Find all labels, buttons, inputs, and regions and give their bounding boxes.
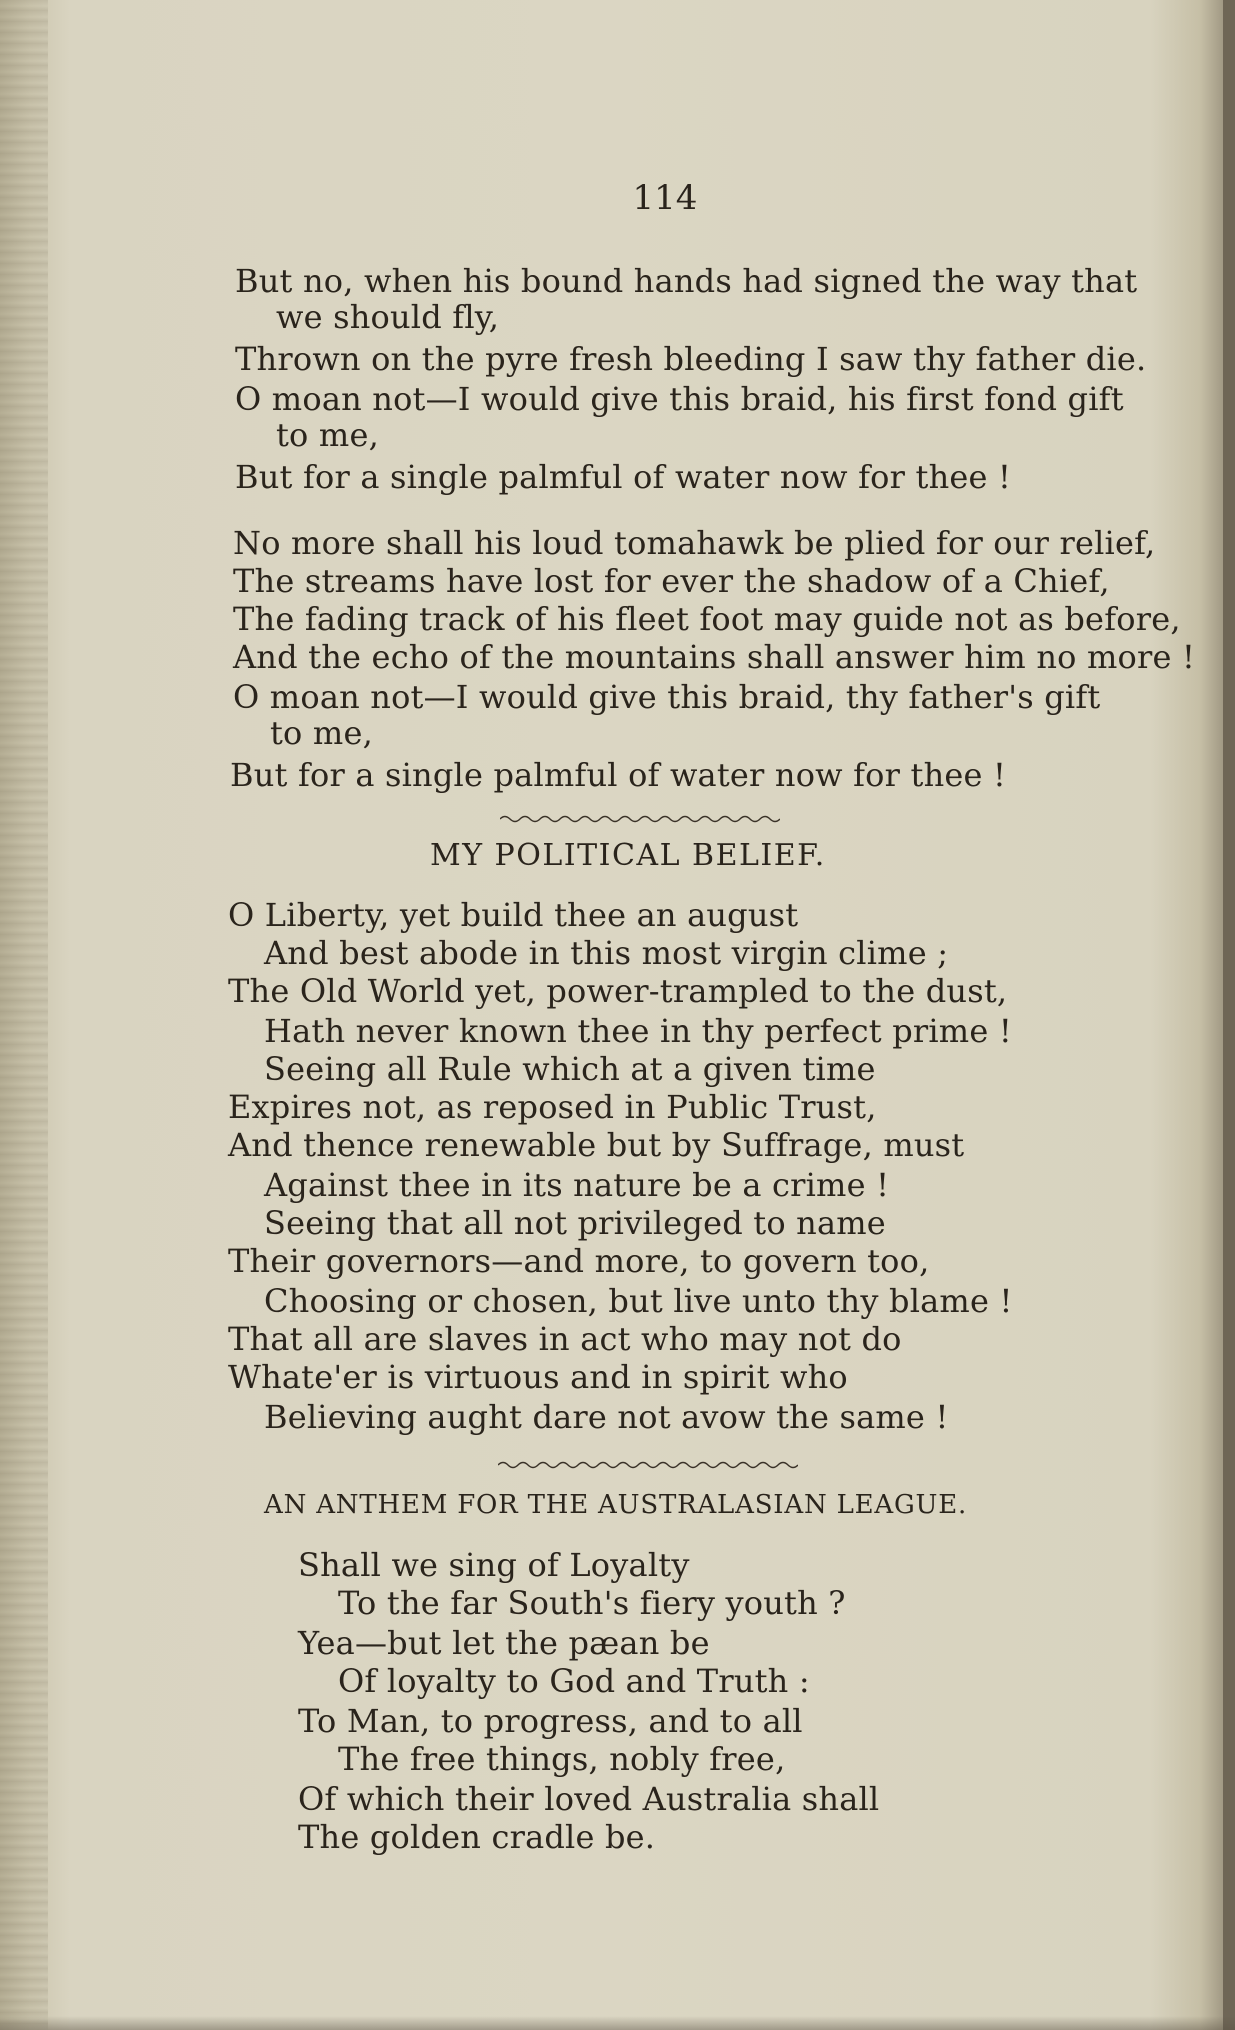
poem-line: The streams have lost for ever the shadow of a Chief, [233,562,1110,600]
poem-line: Expires not, as reposed in Public Trust, [228,1088,877,1126]
poem-line: The Old World yet, power-trampled to the dust, [228,972,1008,1010]
page-bottom-shadow [0,2016,1235,2030]
poem-line: O Liberty, yet build thee an august [228,896,799,934]
poem-line: And the echo of the mountains shall answer him no more ! [233,638,1196,676]
poem-line: Shall we sing of Loyalty [298,1546,690,1584]
page-number: 114 [632,178,698,218]
poem-line: we should fly, [276,298,500,336]
poem-title: MY POLITICAL BELIEF. [430,838,826,873]
poem-line: But for a single palmful of water now for thee ! [230,756,1007,794]
poem-line: Whate'er is virtuous and in spirit who [228,1358,848,1396]
poem-line: Against thee in its nature be a crime ! [264,1166,890,1204]
poem-line: And best abode in this most virgin clime ; [264,934,949,972]
poem-line: But for a single palmful of water now for thee ! [235,458,1012,496]
poem-line: to me, [276,416,379,454]
poem-line: Seeing all Rule which at a given time [264,1050,876,1088]
poem-line: To Man, to progress, and to all [298,1702,803,1740]
poem-title: AN ANTHEM FOR THE AUSTRALASIAN LEAGUE. [264,1490,968,1520]
poem-line: That all are slaves in act who may not do [228,1320,902,1358]
page-spine-shadow [0,0,48,2030]
poem-line: Of loyalty to God and Truth : [338,1662,810,1700]
poem-line: Yea—but let the pæan be [298,1624,710,1662]
wavy-rule-ornament [498,1460,798,1470]
poem-line: The fading track of his fleet foot may guide not as before, [233,600,1181,638]
wavy-rule-ornament [500,814,780,824]
poem-line: Of which their loved Australia shall [298,1780,880,1818]
poem-line: to me, [270,714,373,752]
page-edge [1223,0,1235,2030]
poem-line: Choosing or chosen, but live unto thy blame ! [264,1282,1013,1320]
poem-line: Their governors—and more, to govern too, [228,1242,930,1280]
poem-line: Seeing that all not privileged to name [264,1204,886,1242]
poem-line: Hath never known thee in thy perfect prime ! [264,1012,1012,1050]
poem-line: Believing aught dare not avow the same ! [264,1398,949,1436]
poem-line: O moan not—I would give this braid, his first fond gift [235,380,1124,418]
poem-line: Thrown on the pyre fresh bleeding I saw thy father die. [235,340,1147,378]
poem-line: The free things, nobly free, [338,1740,786,1778]
poem-line: To the far South's fiery youth ? [338,1584,846,1622]
poem-line: No more shall his loud tomahawk be plied for our relief, [233,524,1156,562]
poem-line: But no, when his bound hands had signed the way that [235,262,1138,300]
poem-line: O moan not—I would give this braid, thy father's gift [233,678,1101,716]
poem-line: The golden cradle be. [298,1818,656,1856]
poem-line: And thence renewable but by Suffrage, must [228,1126,965,1164]
